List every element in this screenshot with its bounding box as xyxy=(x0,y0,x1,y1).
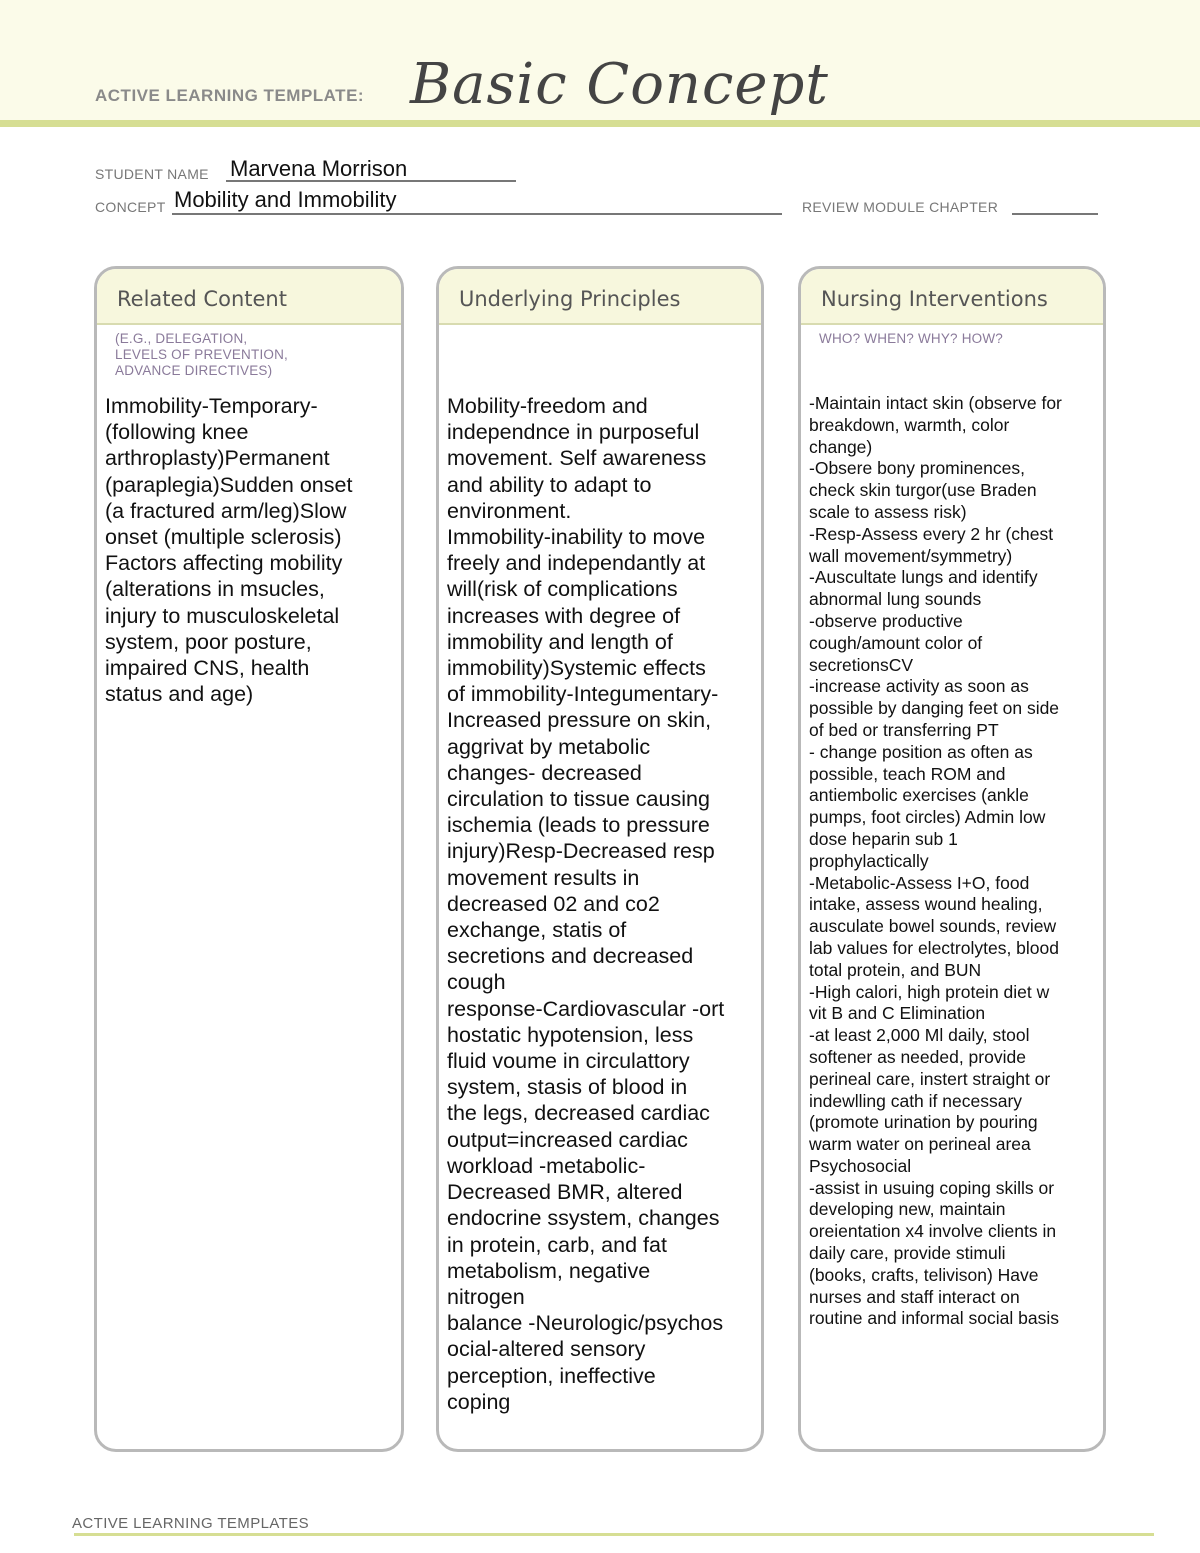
student-name-label: STUDENT NAME xyxy=(95,166,209,182)
nursing-interventions-text[interactable]: -Maintain intact skin (observe for breakdown, warmth, color change) -Obsere bony prominences, check skin turgor(use Braden scale to assess risk) -Resp-Assess every 2 hr (chest wall movement/symmetry) -Auscultate lungs and identify abnormal lung sounds -observe productive cough/amount color of secretionsCV -increase activity as soon as possible by danging feet on side of bed or transferring PT - change position as often as possible, teach ROM and antiembolic exercises (ankle pumps, foot circles) Admin low dose heparin sub 1 prophylactically -Metabolic-Assess I+O, food intake, assess wound healing, ausculate bowel sounds, review lab values for electrolytes, blood total protein, and BUN -High calori, high protein diet w vit B and C Elimination -at least 2,000 Ml daily, stool softener as needed, provide perineal care, instert straight or indewlling cath if necessary (promote urination by pouring warm water on perineal area Psychosocial -assist in usuing coping skills or developing new, maintain oreientation x4 involve clients in daily care, provide stimuli (books, crafts, telivison) Have nurses and staff interact on routine and informal social basis xyxy=(809,393,1062,1329)
related-content-title: Related Content xyxy=(117,287,287,311)
footer-divider xyxy=(74,1533,1154,1536)
student-name-field[interactable]: Marvena Morrison xyxy=(230,156,408,181)
nursing-interventions-card xyxy=(798,266,1106,1452)
template-title: Basic Concept xyxy=(410,52,829,117)
underlying-principles-text[interactable]: Mobility-freedom and independnce in purposeful movement. Self awareness and ability to adapt to environment. Immobility-inability to move freely and independantly at will(risk of complications increases with degree of immobility and length of immobility)Systemic effects of immobility-Integumentary- Increased pressure on skin, aggrivat by metabolic changes- decreased circulation to tissue causing ischemia (leads to pressure injury)Resp-Decreased resp movement results in decreased 02 and co2 exchange, statis of secretions and decreased cough response-Cardiovascular -ort hostatic hypotension, less fluid voume in circulattory system, stasis of blood in the legs, decreased cardiac output=increased cardiac workload -metabolic- Decreased BMR, altered endocrine ssystem, changes in protein, carb, and fat metabolism, negative nitrogen balance -Neurologic/psychos ocial-altered sensory perception, ineffective coping xyxy=(447,394,725,1414)
footer-label: ACTIVE LEARNING TEMPLATES xyxy=(72,1515,309,1532)
underlying-principles-card xyxy=(436,266,764,1452)
concept-underline xyxy=(172,213,782,215)
header-divider xyxy=(0,120,1200,127)
nursing-interventions-hint: WHO? WHEN? WHY? HOW? xyxy=(819,331,1004,346)
underlying-principles-title: Underlying Principles xyxy=(459,287,681,311)
related-content-text[interactable]: Immobility-Temporary- (following knee arthroplasty)Permanent (paraplegia)Sudden onset (a fractured arm/leg)Slow onset (multiple sclerosis) Factors affecting mobility (alterations in msucles, injury to musculoskeletal system, poor posture, impaired CNS, health status and age) xyxy=(105,394,353,707)
related-content-hint: (E.G., DELEGATION, LEVELS OF PREVENTION, ADVANCE DIRECTIVES) xyxy=(115,331,288,378)
concept-label: CONCEPT xyxy=(95,199,166,215)
nursing-interventions-title: Nursing Interventions xyxy=(821,287,1048,311)
nursing-interventions-header xyxy=(801,269,1103,325)
related-content-card xyxy=(94,266,404,1452)
underlying-principles-header xyxy=(439,269,761,325)
review-module-label: REVIEW MODULE CHAPTER xyxy=(802,199,999,215)
concept-field[interactable]: Mobility and Immobility xyxy=(174,187,397,212)
related-content-header xyxy=(97,269,401,325)
review-module-underline xyxy=(1012,213,1098,215)
template-label: ACTIVE LEARNING TEMPLATE: xyxy=(95,86,365,105)
